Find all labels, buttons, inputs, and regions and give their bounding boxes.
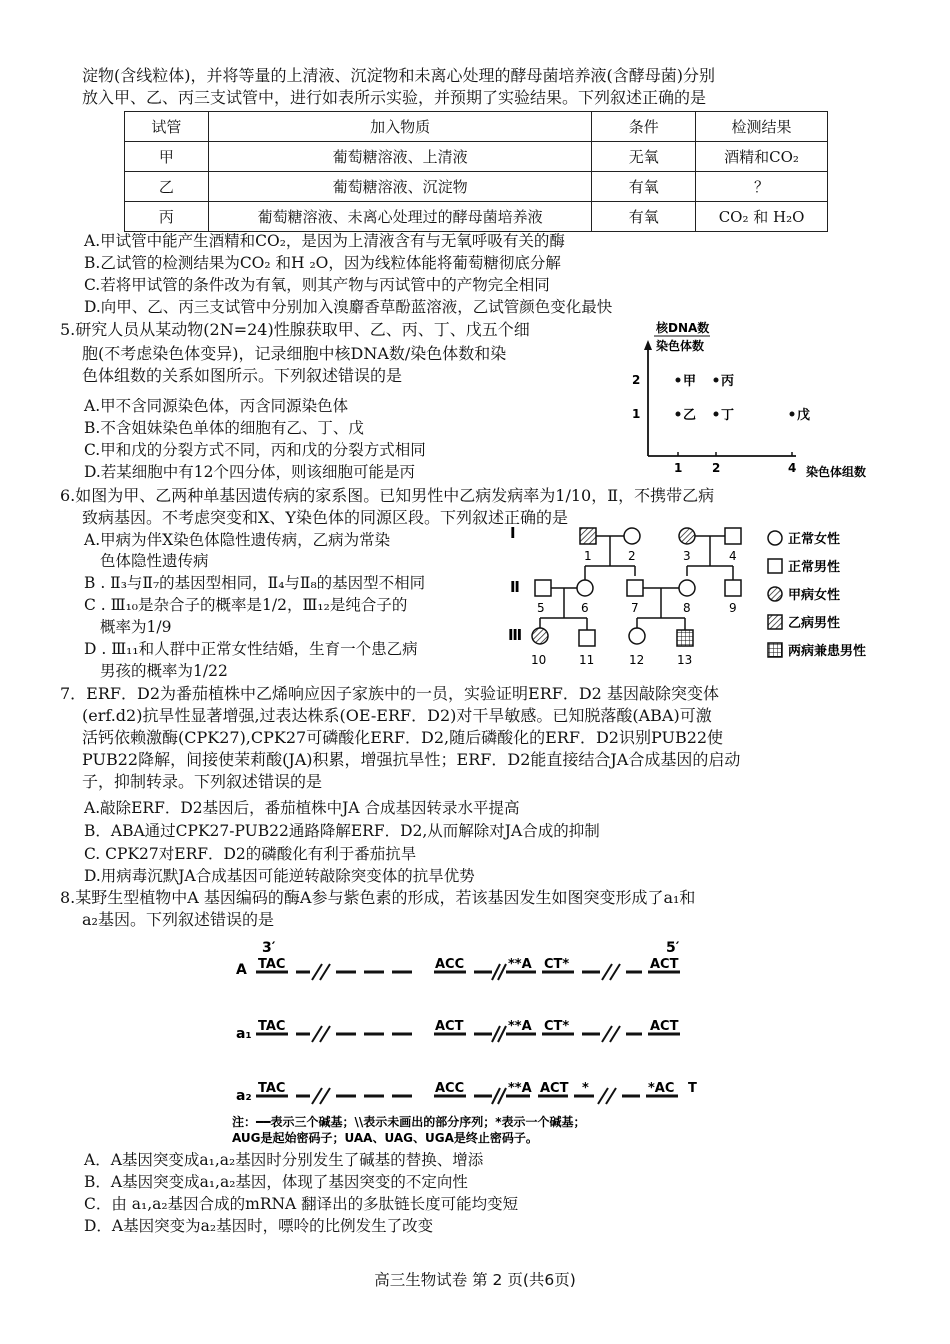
q8-option-c: C．由 a₁,a₂基因合成的mRNA 翻译出的多肽链长度可能均变短 [84, 1195, 519, 1213]
table-header: 试管 [125, 112, 209, 142]
gene-sequence-figure [230, 930, 710, 1146]
q5-scatter-chart [618, 316, 888, 486]
table-header: 检测结果 [696, 112, 828, 142]
q6-option-a: A.甲病为伴X染色体隐性遗传病，乙病为常染 [84, 531, 391, 549]
person-number: 5 [537, 601, 545, 615]
x-tick-label: 2 [712, 461, 721, 475]
row-label-A: A [236, 962, 247, 978]
q8-option-b: B．A基因突变成a₁,a₂基因，体现了基因突变的不定向性 [84, 1173, 468, 1191]
person-number: 7 [631, 601, 639, 615]
q7-option-c: C. CPK27对ERF．D2的磷酸化有利于番茄抗旱 [84, 845, 417, 863]
person-12 [629, 628, 645, 644]
q5-stem-2: 胞(不考虑染色体变异)，记录细胞中核DNA数/染色体数和染 [82, 344, 507, 363]
person-number: 3 [683, 549, 691, 563]
seq-codon: ACC [435, 957, 465, 972]
seq-codon: * [582, 1081, 589, 1096]
person-2 [624, 528, 640, 544]
data-point [676, 378, 681, 383]
legend-label: 正常男性 [788, 560, 841, 575]
person-4 [725, 528, 741, 544]
table-cell: 丙 [125, 202, 209, 232]
table-cell: 有氧 [592, 202, 696, 232]
x-tick-label: 4 [788, 461, 797, 475]
q7-option-d: D.用病毒沉默JA合成基因可能逆转敲除突变体的抗旱优势 [84, 867, 475, 885]
q6-stem-2: 致病基因。不考虑突变和X、Y染色体的同源区段。下列叙述正确的是 [82, 508, 568, 527]
seq-codon: TAC [258, 1081, 286, 1096]
person-number: 10 [531, 653, 547, 667]
seq-codon: ACT [435, 1019, 464, 1034]
table-header: 条件 [592, 112, 696, 142]
table-cell: 无氧 [592, 142, 696, 172]
y-label-bottom: 染色体数 [656, 339, 705, 353]
data-point-label: 丙 [721, 374, 735, 389]
person-number: 9 [729, 601, 737, 615]
table-cell: 葡萄糖溶液、上清液 [208, 142, 591, 172]
legend-disease-b-male-icon [768, 615, 782, 629]
legend-normal-male-icon [768, 559, 782, 573]
gen-label-2: Ⅱ [510, 578, 520, 596]
person-8 [679, 580, 695, 596]
intro-line-1: 淀物(含线粒体)，并将等量的上清液、沉淀物和未离心处理的酵母菌培养液(含酵母菌)分别 [82, 66, 715, 85]
legend-both-diseases-male-icon [768, 643, 782, 657]
person-number: 4 [729, 549, 737, 563]
seq-codon: **A [508, 1019, 532, 1034]
q7-stem-3: 活钙依赖激酶(CPK27),CPK27可磷酸化ERF．D2,随后磷酸化的ERF．D2识别PUB22使 [82, 728, 724, 747]
seq-codon: TAC [258, 1019, 286, 1034]
q4-option-d: D.向甲、乙、丙三支试管中分别加入溴麝香草酚蓝溶液，乙试管颜色变化最快 [84, 298, 613, 316]
q6-option-b: B . Ⅱ₃与Ⅱ₇的基因型相同，Ⅱ₄与Ⅱ₈的基因型不相同 [84, 574, 426, 592]
figure-note-1: 注：━━表示三个碱基；\\表示未画出的部分序列；*表示一个碱基； [232, 1115, 586, 1129]
data-point [714, 412, 719, 417]
person-10 [532, 628, 548, 644]
data-point-label: 戊 [797, 408, 811, 423]
seq-codon: ACT [650, 957, 679, 972]
pedigree-diagram [505, 520, 885, 670]
seq-codon: ACC [435, 1081, 465, 1096]
q5-stem-1: 5.研究人员从某动物(2N=24)性腺获取甲、乙、丙、丁、戊五个细 [60, 320, 530, 339]
q5-stem-3: 色体组数的关系如图所示。下列叙述错误的是 [82, 366, 403, 385]
seq-codon: ACT [540, 1081, 569, 1096]
q8-option-a: A．A基因突变成a₁,a₂基因时分别发生了碱基的替换、增添 [84, 1151, 484, 1169]
q5-option-b: B.不含姐妹染色单体的细胞有乙、丁、戊 [84, 419, 364, 437]
q6-option-a-cont: 色体隐性遗传病 [100, 552, 209, 570]
q6-stem-1: 6.如图为甲、乙两种单基因遗传病的家系图。已知男性中乙病发病率为1/10，Ⅱ，不携带乙病 [60, 486, 715, 505]
table-cell: 葡萄糖溶液、沉淀物 [208, 172, 591, 202]
person-number: 11 [579, 653, 595, 667]
person-9 [725, 580, 741, 596]
seq-codon: *AC [648, 1081, 675, 1096]
q7-stem-4: PUB22降解，间接使茉莉酸(JA)积累，增强抗旱性；ERF．D2能直接结合JA合成基因的启动 [82, 750, 741, 769]
person-number: 8 [683, 601, 691, 615]
q6-option-d: D . Ⅲ₁₁和人群中正常女性结婚，生育一个患乙病 [84, 640, 418, 658]
data-point-label: 甲 [683, 374, 697, 389]
q5-option-a: A.甲不含同源染色体，丙含同源染色体 [84, 397, 349, 415]
table-cell: 有氧 [592, 172, 696, 202]
person-3 [679, 528, 695, 544]
person-7 [627, 580, 643, 596]
q6-option-c: C . Ⅲ₁₀是杂合子的概率是1/2，Ⅲ₁₂是纯合子的 [84, 596, 408, 614]
x-label: 染色体组数 [806, 465, 867, 479]
person-5 [535, 580, 551, 596]
table-row [125, 172, 828, 202]
q6-option-c-cont: 概率为1/9 [100, 618, 172, 636]
q5-option-d: D.若某细胞中有12个四分体，则该细胞可能是丙 [84, 463, 416, 481]
page-footer: 高三生物试卷 第 2 页(共6页) [374, 1271, 576, 1289]
q7-option-a: A.敲除ERF．D2基因后，番茄植株中JA 合成基因转录水平提高 [84, 799, 520, 817]
y-axis-arrow [644, 340, 652, 350]
table-cell: 酒精和CO₂ [696, 142, 828, 172]
q4-option-b: B.乙试管的检测结果为CO₂ 和H ₂O，因为线粒体能将葡萄糖彻底分解 [84, 254, 561, 272]
data-point [714, 378, 719, 383]
legend-label: 乙病男性 [788, 616, 841, 631]
gen-label-3: Ⅲ [508, 626, 523, 644]
seq-codon: TAC [258, 957, 286, 972]
q8-stem-2: a₂基因。下列叙述错误的是 [82, 910, 274, 929]
legend-normal-female-icon [768, 531, 782, 545]
legend-disease-a-female-icon [768, 587, 782, 601]
person-number: 13 [677, 653, 693, 667]
y-tick-label: 2 [632, 373, 641, 387]
person-number: 2 [628, 549, 636, 563]
q7-stem-2: (erf.d2)抗旱性显著增强,过表达株系(OE-ERF．D2)对干旱敏感。已知脱落酸(ABA)可激 [82, 706, 712, 725]
q4-option-c: C.若将甲试管的条件改为有氧，则其产物与丙试管中的产物完全相同 [84, 276, 550, 294]
x-tick-label: 1 [674, 461, 683, 475]
data-point-label: 丁 [721, 408, 735, 423]
y-tick-label: 1 [632, 407, 641, 421]
end-3prime: 3′ [262, 940, 276, 956]
figure-note-2: AUG是起始密码子；UAA、UAG、UGA是终止密码子。 [232, 1131, 538, 1145]
table-header: 加入物质 [208, 112, 591, 142]
seq-codon: CT* [544, 957, 570, 972]
table-cell: 乙 [125, 172, 209, 202]
legend-label: 正常女性 [788, 532, 841, 547]
table-cell: ？ [696, 172, 828, 202]
data-point [676, 412, 681, 417]
gen-label-1: Ⅰ [510, 524, 516, 542]
end-5prime: 5′ [666, 940, 680, 956]
person-13 [677, 630, 693, 646]
q4-option-a: A.甲试管中能产生酒精和CO₂，是因为上清液含有与无氧呼吸有关的酶 [84, 232, 565, 250]
row-label-a1: a₁ [236, 1026, 252, 1042]
person-number: 12 [629, 653, 645, 667]
q8-option-d: D．A基因突变为a₂基因时，嘌呤的比例发生了改变 [84, 1217, 434, 1235]
person-1 [580, 528, 596, 544]
q7-option-b: B．ABA通过CPK27-PUB22通路降解ERF．D2,从而解除对JA合成的抑制 [84, 822, 600, 840]
row-label-a2: a₂ [236, 1088, 252, 1104]
table-cell: 甲 [125, 142, 209, 172]
q8-stem-1: 8.某野生型植物中A 基因编码的酶A参与紫色素的形成，若该基因发生如图突变形成了a₁和 [60, 888, 696, 907]
seq-codon: **A [508, 957, 532, 972]
data-point-label: 乙 [683, 408, 697, 423]
person-number: 6 [581, 601, 589, 615]
person-number: 1 [584, 549, 592, 563]
seq-codon: **A [508, 1081, 532, 1096]
table-header-row [125, 112, 828, 142]
legend-label: 甲病女性 [788, 588, 841, 603]
table-row [125, 142, 828, 172]
seq-codon: T [688, 1081, 697, 1096]
legend-label: 两病兼患男性 [788, 644, 867, 659]
table-cell: 葡萄糖溶液、未离心处理过的酵母菌培养液 [208, 202, 591, 232]
intro-line-2: 放入甲、乙、丙三支试管中，进行如表所示实验，并预期了实验结果。下列叙述正确的是 [82, 88, 707, 107]
seq-codon: CT* [544, 1019, 570, 1034]
table-cell: CO₂ 和 H₂O [696, 202, 828, 232]
y-label-top: 核DNA数 [656, 321, 710, 335]
q5-option-c: C.甲和戊的分裂方式不同，丙和戊的分裂方式相同 [84, 441, 426, 459]
experiment-table [124, 111, 828, 232]
q7-stem-1: 7．ERF．D2为番茄植株中乙烯响应因子家族中的一员，实验证明ERF．D2 基因敲除突变体 [60, 684, 719, 703]
seq-codon: ACT [650, 1019, 679, 1034]
q6-option-d-cont: 男孩的概率为1/22 [100, 662, 228, 680]
person-11 [579, 630, 595, 646]
table-row [125, 202, 828, 232]
person-6 [577, 580, 593, 596]
data-point [790, 412, 795, 417]
q7-stem-5: 子，抑制转录。下列叙述错误的是 [82, 772, 323, 791]
